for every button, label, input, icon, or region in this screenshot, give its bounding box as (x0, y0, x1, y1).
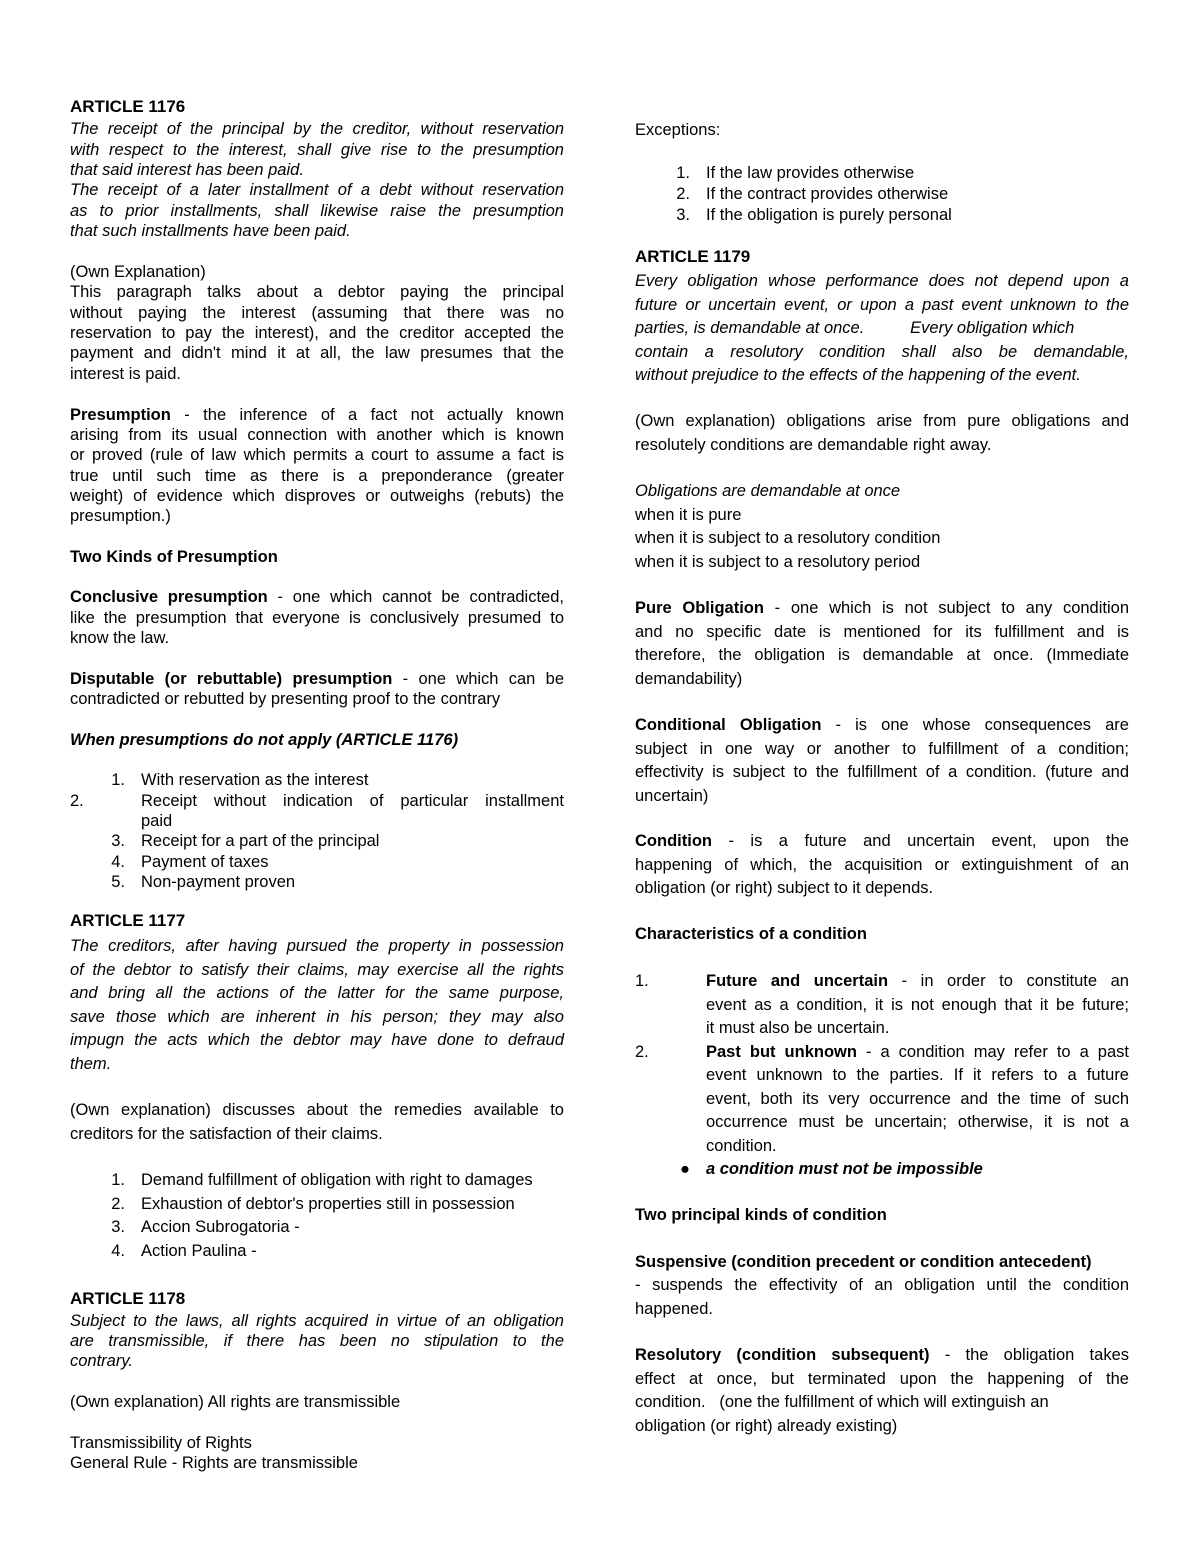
presumption-line: presumption.) (70, 507, 171, 525)
article-1176-line: The receipt of a later installment of a debt without reservation (70, 181, 564, 199)
own-explanation-line: This paragraph talks about a debtor paying the principal (70, 283, 564, 301)
article-1178-explanation: (Own explanation) All rights are transmissible (70, 1392, 401, 1411)
list-item: 2. Exhaustion of debtor's properties still in possession (111, 1194, 515, 1213)
presumption-line: or proved (rule of law which permits a court to assume a fact is (70, 446, 564, 464)
condition-line: happening of which, the acquisition or extinguishment of an (635, 855, 1129, 874)
article-1179-explanation: (Own explanation) obligations arise from pure obligations and (635, 412, 1129, 430)
own-explanation-line: payment and didn't mind it at all, the law presumes that the (70, 344, 564, 362)
own-explanation-line: reservation to pay the interest), and the creditor accepted the (70, 324, 564, 342)
list-item: 1. If the law provides otherwise (676, 164, 915, 182)
conclusive-definition: Conclusive presumption - one which cannot be contradicted, (70, 588, 564, 606)
article-1179-line: without prejudice to the effects of the happening of the event. (635, 366, 1081, 384)
resolutory-line: condition. (one the fulfillment of which will extinguish an (635, 1393, 1049, 1411)
bullet-icon: ● (680, 1160, 690, 1178)
article-1178-line: are transmissible, if there has been no stipulation to the (70, 1332, 564, 1350)
article-1177-explanation: (Own explanation) discusses about the remedies available to (70, 1101, 564, 1119)
list-item: 3. If the obligation is purely personal (676, 205, 952, 224)
condition-definition: Condition - is a future and uncertain event, upon the (635, 832, 1129, 850)
transmissibility-heading: Transmissibility of Rights (70, 1433, 252, 1452)
article-1179-explanation: resolutely conditions are demandable right away. (635, 435, 992, 454)
list-item-continuation: it must also be uncertain. (706, 1019, 890, 1037)
resolutory-term: Resolutory (condition subsequent) (635, 1346, 930, 1364)
conclusive-line: like the presumption that everyone is conclusively presumed to (70, 608, 564, 627)
presumption-line: true until such time as there is a preponderance (greater (70, 466, 564, 485)
list-item: 1. Future and uncertain - in order to constitute an (635, 972, 1129, 990)
article-1177-line: and bring all the actions of the latter for the same purpose, (70, 984, 564, 1002)
list-item: 4. Payment of taxes (111, 852, 269, 871)
two-kinds-heading: Two Kinds of Presumption (70, 547, 278, 566)
own-explanation-line: interest is paid. (70, 364, 181, 383)
article-1177-line: them. (70, 1054, 112, 1073)
exceptions-label: Exceptions: (635, 121, 721, 139)
conditional-obligation-term: Conditional Obligation (635, 716, 822, 734)
suspensive-term: Suspensive (condition precedent or condition antecedent) (635, 1252, 1092, 1271)
article-1178-line: Subject to the laws, all rights acquired in virtue of an obligation (70, 1311, 564, 1330)
list-item: 3. Receipt for a part of the principal (111, 832, 380, 850)
suspensive-line: happened. (635, 1299, 713, 1318)
article-1176-line: as to prior installments, shall likewise raise the presumption (70, 201, 564, 220)
pure-obligation-definition: Pure Obligation - one which is not subject to any condition (635, 599, 1130, 617)
list-item: 4. Action Paulina - (111, 1241, 257, 1260)
article-1176-heading: ARTICLE 1176 (70, 97, 186, 116)
pure-obligation-line: therefore, the obligation is demandable at once. (Immediate (635, 646, 1129, 664)
condition-line: obligation (or right) subject to it depends. (635, 879, 934, 897)
conditional-obligation-line: subject in one way or another to fulfillment of a condition; (635, 739, 1129, 758)
list-item-continuation: occurrence must be uncertain; otherwise, it is not a (706, 1113, 1129, 1131)
presumption-definition: Presumption - the inference of a fact not actually known (70, 405, 564, 424)
resolutory-line: obligation (or right) already existing) (635, 1416, 898, 1435)
disputable-definition: Disputable (or rebuttable) presumption - one which can be (70, 669, 564, 688)
conditional-obligation-line: effectivity is subject to the fulfillment of a condition. (future and (635, 763, 1129, 781)
list-item: 1. Demand fulfillment of obligation with right to damages (111, 1171, 533, 1189)
article-1176-line: The receipt of the principal by the creditor, without reservation (70, 120, 564, 138)
demandable-item: when it is pure (635, 505, 742, 524)
own-explanation-line: without paying the interest (assuming that there was no (70, 303, 564, 322)
conditional-obligation-definition: Conditional Obligation - is one whose consequences are (635, 716, 1129, 734)
article-1177-line: of the debtor to satisfy their claims, may exercise all the rights (70, 960, 564, 979)
pure-obligation-line: demandability) (635, 669, 743, 688)
resolutory-definition: Resolutory (condition subsequent) - the obligation takes (635, 1346, 1129, 1364)
pure-obligation-line: and no specific date is mentioned for its fulfillment and is (635, 622, 1129, 641)
article-1178-heading: ARTICLE 1178 (70, 1289, 186, 1308)
disputable-term: Disputable (or rebuttable) presumption (70, 669, 393, 688)
list-item: 2. Receipt without indication of particular installment (70, 791, 564, 810)
article-1179-line: contain a resolutory condition shall also be demandable, (635, 342, 1129, 361)
list-item-continuation: condition. (706, 1136, 777, 1155)
conclusive-line: know the law. (70, 629, 170, 647)
pure-obligation-term: Pure Obligation (635, 599, 764, 617)
characteristics-heading: Characteristics of a condition (635, 925, 867, 943)
article-1176-line: that said interest has been paid. (70, 161, 304, 179)
presumption-line: arising from its usual connection with another which is known (70, 426, 564, 444)
list-item: 2. Past but unknown - a condition may refer to a past (635, 1042, 1129, 1061)
resolutory-line: effect at once, but terminated upon the happening of the (635, 1369, 1129, 1388)
own-explanation-label: (Own Explanation) (70, 263, 206, 281)
conditional-obligation-line: uncertain) (635, 786, 709, 805)
suspensive-line: - suspends the effectivity of an obligation until the condition (635, 1276, 1129, 1294)
list-item: 2. If the contract provides otherwise (676, 185, 949, 203)
bullet-item: ● a condition must not be impossible (635, 1158, 1129, 1181)
article-1177-line: The creditors, after having pursued the property in possession (70, 937, 564, 955)
article-1176-line: that such installments have been paid. (70, 222, 351, 240)
conclusive-term: Conclusive presumption (70, 588, 268, 606)
article-1177-line: save those which are inherent in his person; they may also (70, 1007, 564, 1026)
general-rule: General Rule - Rights are transmissible (70, 1454, 358, 1472)
condition-term: Condition (635, 832, 712, 850)
article-1179-line: parties, is demandable at once. Every obligation which (635, 319, 1075, 337)
disputable-line: contradicted or rebutted by presenting proof to the contrary (70, 690, 501, 708)
article-1179-line: future or uncertain event, or upon a past event unknown to the (635, 295, 1129, 314)
article-1176-line: with respect to the interest, shall give rise to the presumption (70, 140, 564, 159)
article-1178-line: contrary. (70, 1352, 133, 1370)
presumption-term: Presumption (70, 405, 171, 424)
list-item: 3. Accion Subrogatoria - (111, 1218, 300, 1236)
list-item-continuation: event unknown to the parties. If it refers to a future (706, 1066, 1129, 1084)
list-item: 5. Non-payment proven (111, 873, 296, 891)
article-1177-heading: ARTICLE 1177 (70, 911, 186, 930)
demandable-item: when it is subject to a resolutory condition (635, 529, 941, 547)
presumption-line: weight) of evidence which disproves or outweighs (rebuts) the (70, 487, 564, 505)
list-item-continuation: event, both its very occurrence and the time of such (706, 1089, 1129, 1108)
when-not-apply-heading: When presumptions do not apply (ARTICLE 1176) (70, 730, 459, 749)
article-1179-line: Every obligation whose performance does not depend upon a (635, 272, 1129, 290)
article-1177-line: impugn the acts which the debtor may have done to defraud (70, 1031, 564, 1049)
list-item-continuation: event as a condition, it is not enough that it be future; (706, 995, 1129, 1014)
demandable-heading: Obligations are demandable at once (635, 482, 901, 500)
article-1177-explanation: creditors for the satisfaction of their claims. (70, 1124, 383, 1143)
list-item-continuation: paid (141, 811, 173, 830)
two-principal-heading: Two principal kinds of condition (635, 1206, 887, 1224)
list-item: 1. With reservation as the interest (111, 771, 369, 789)
article-1179-heading: ARTICLE 1179 (635, 247, 751, 266)
demandable-item: when it is subject to a resolutory period (635, 552, 921, 571)
